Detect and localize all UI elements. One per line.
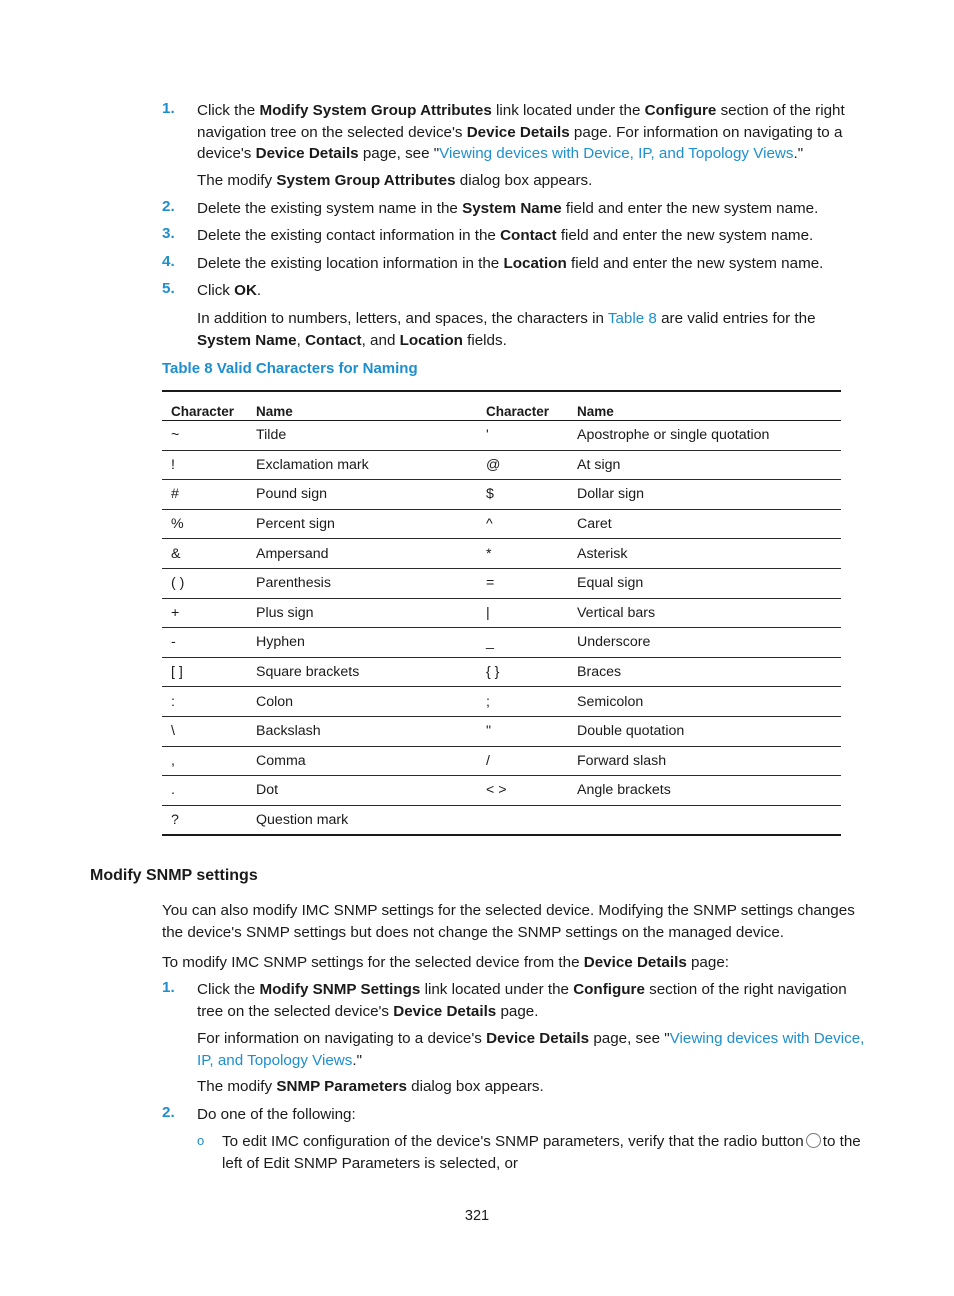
table-cell: Tilde — [256, 427, 287, 444]
step-text: Do one of the following: — [197, 1106, 356, 1123]
sub-step-text: To edit IMC configuration of the device's SNMP parameters, verify that the radio button to the left of Edit SNMP Parameters is selected, or — [222, 1133, 861, 1172]
table-cell: , — [162, 746, 247, 776]
table-cell: Vertical bars — [568, 598, 841, 628]
table-header-row — [162, 391, 841, 421]
column-header: Character — [162, 391, 247, 421]
table-row — [162, 716, 841, 746]
section-paragraph: To modify IMC SNMP settings for the selected device from the Device Details page: — [162, 954, 729, 971]
step-number: 2. — [162, 1104, 175, 1121]
table-row — [162, 598, 841, 628]
table-cell: Pound sign — [247, 480, 477, 510]
table-cell: @ — [477, 450, 568, 480]
table-cell: ; — [477, 687, 568, 717]
table-cell: ' — [486, 427, 489, 444]
step-number: 2. — [162, 198, 175, 215]
table-cell: Question mark — [247, 805, 477, 835]
step-text: Click OK. — [197, 282, 262, 299]
step-number: 4. — [162, 253, 175, 270]
table-cell: + — [162, 598, 247, 628]
table-row — [162, 628, 841, 658]
table-cell: Hyphen — [247, 628, 477, 658]
column-header: Character — [477, 391, 568, 421]
page-number: 321 — [464, 1208, 490, 1224]
table-cell: ! — [162, 450, 247, 480]
table-cell: Dot — [247, 776, 477, 806]
step-number: 5. — [162, 280, 175, 297]
section-heading: Modify SNMP settings — [90, 867, 258, 884]
table-cell: $ — [477, 480, 568, 510]
table-cell — [568, 805, 841, 835]
table-cell: % — [162, 509, 247, 539]
table-cell: [ ] — [162, 657, 247, 687]
table-row — [162, 805, 841, 835]
table-cell: : — [162, 687, 247, 717]
step-result: The modify System Group Attributes dialog box appears. — [197, 172, 593, 189]
table-row — [162, 480, 841, 510]
valid-characters-table — [162, 390, 841, 836]
cross-reference-link[interactable]: Viewing devices with Device, IP, and Topology Views — [439, 145, 794, 162]
table-row — [162, 568, 841, 598]
table-cell: Colon — [247, 687, 477, 717]
step-number: 1. — [162, 100, 175, 117]
table-cell: Caret — [568, 509, 841, 539]
table-cell: Double quotation — [568, 716, 841, 746]
table-cell: At sign — [568, 450, 841, 480]
table-cell: * — [477, 539, 568, 569]
table-cell: Equal sign — [568, 568, 841, 598]
table-cell: Backslash — [247, 716, 477, 746]
table-cell: ( ) — [162, 568, 247, 598]
table-cell: ^ — [477, 509, 568, 539]
table-cell: . — [162, 776, 247, 806]
step-text: Click the Modify System Group Attributes link located under the Configure section of the right navigation tree on the selected device's Device Details page. For information on navigating to a device's Device Details page, see "Viewing devices with Device, IP, and Topology Views." — [197, 102, 845, 162]
table-cell: Ampersand — [247, 539, 477, 569]
table-cell: - — [162, 628, 247, 658]
table-row — [162, 450, 841, 480]
table-cell: ~ — [171, 427, 180, 444]
table-cell: Apostrophe or single quotation — [577, 427, 770, 444]
table-cell: | — [477, 598, 568, 628]
table-reference-link[interactable]: Table 8 — [607, 310, 657, 327]
radio-button-icon — [806, 1133, 821, 1148]
table-cell: Underscore — [568, 628, 841, 658]
table-cell: & — [162, 539, 247, 569]
step-number: 3. — [162, 225, 175, 242]
table-row — [162, 657, 841, 687]
step-note: In addition to numbers, letters, and spaces, the characters in Table 8 are valid entries for the System Name, Contact, and Location fields. — [197, 310, 816, 349]
cross-reference-link[interactable]: Viewing devices with Device, IP, and Topology Views — [197, 1030, 865, 1069]
table-row — [162, 687, 841, 717]
table-cell: " — [477, 716, 568, 746]
step-info: For information on navigating to a device's Device Details page, see "Viewing devices with Device, IP, and Topology Views." — [197, 1030, 865, 1069]
table-row — [162, 776, 841, 806]
step-number: 1. — [162, 979, 175, 996]
table-cell: Parenthesis — [247, 568, 477, 598]
table-cell: Asterisk — [568, 539, 841, 569]
table-cell: _ — [477, 628, 568, 658]
table-cell: Dollar sign — [568, 480, 841, 510]
table-row — [162, 539, 841, 569]
step-text: Delete the existing system name in the System Name field and enter the new system name. — [197, 200, 819, 217]
table-cell: Plus sign — [247, 598, 477, 628]
step-text: Click the Modify SNMP Settings link located under the Configure section of the right navigation tree on the selected device's Device Details page. — [197, 981, 847, 1020]
step-result: The modify SNMP Parameters dialog box appears. — [197, 1078, 544, 1095]
section-paragraph: You can also modify IMC SNMP settings for the selected device. Modifying the SNMP settings changes the device's SNMP settings but does not change the SNMP settings on the managed device. — [162, 902, 855, 941]
sub-bullet: o — [197, 1133, 205, 1148]
table-cell: # — [162, 480, 247, 510]
column-header: Name — [247, 391, 477, 421]
table-row — [162, 421, 841, 451]
step-text: Delete the existing contact information in the Contact field and enter the new system name. — [197, 227, 814, 244]
table-cell: Square brackets — [247, 657, 477, 687]
table-cell: \ — [162, 716, 247, 746]
table-cell: { } — [477, 657, 568, 687]
table-cell: Comma — [247, 746, 477, 776]
table-caption: Table 8 Valid Characters for Naming — [162, 360, 418, 377]
table-cell: / — [477, 746, 568, 776]
table-cell: Semicolon — [568, 687, 841, 717]
table-cell: Percent sign — [247, 509, 477, 539]
step-text: Delete the existing location information in the Location field and enter the new system name. — [197, 255, 824, 272]
table-cell: = — [477, 568, 568, 598]
table-cell — [477, 805, 568, 835]
table-cell: ? — [162, 805, 247, 835]
table-cell: Angle brackets — [568, 776, 841, 806]
table-row — [162, 746, 841, 776]
table-row — [162, 509, 841, 539]
column-header: Name — [568, 391, 841, 421]
table-cell: Exclamation mark — [247, 450, 477, 480]
table-cell: < > — [477, 776, 568, 806]
table-cell: Braces — [568, 657, 841, 687]
table-cell: Forward slash — [568, 746, 841, 776]
